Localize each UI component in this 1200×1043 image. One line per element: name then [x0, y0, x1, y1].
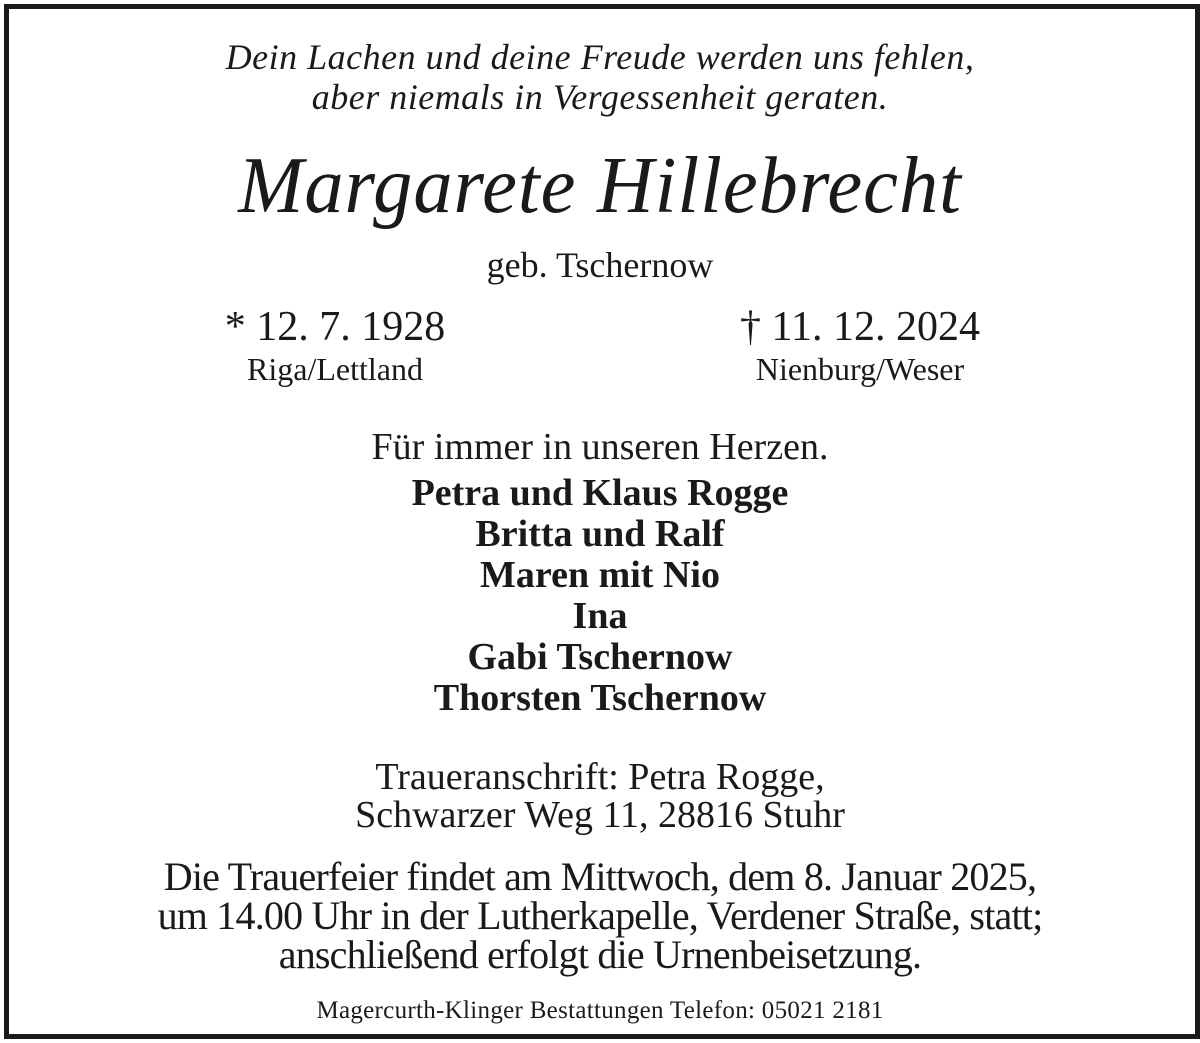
birth-name: geb. Tschernow — [486, 245, 714, 285]
funeral-home-footer: Magercurth-Klinger Bestattungen Telefon: 05021 2181 — [316, 997, 884, 1024]
quote-line-1: Dein Lachen und deine Freude werden uns fehlen, — [225, 37, 975, 77]
service-line-3: anschließend erfolgt die Urnenbeisetzung. — [278, 932, 922, 977]
death-place: Nienburg/Weser — [755, 351, 965, 387]
death-info — [710, 305, 1010, 389]
service-line-1: Die Trauerfeier findet am Mittwoch, dem 8. Januar 2025, — [163, 854, 1037, 899]
mourning-address — [0, 758, 1200, 834]
mourner: Britta und Ralf — [475, 513, 725, 555]
mourner: Petra und Klaus Rogge — [411, 472, 789, 514]
birth-date: * 12. 7. 1928 — [224, 304, 446, 350]
mourner: Thorsten Tschernow — [433, 677, 767, 719]
mourner: Ina — [572, 595, 628, 637]
death-date: † 11. 12. 2024 — [740, 304, 980, 350]
mourners-list — [0, 473, 1200, 719]
birth-place: Riga/Lettland — [247, 351, 423, 387]
quote-line-2: aber niemals in Vergessenheit geraten. — [311, 77, 889, 117]
birth-info — [190, 305, 480, 389]
mourner: Maren mit Nio — [480, 554, 720, 596]
deceased-name: Margarete Hillebrecht — [238, 142, 962, 230]
service-line-2: um 14.00 Uhr in der Lutherkapelle, Verdener Straße, statt; — [157, 893, 1043, 938]
address-line-2: Schwarzer Weg 11, 28816 Stuhr — [355, 794, 845, 836]
funeral-service-info — [0, 854, 1200, 977]
motto: Für immer in unseren Herzen. — [371, 426, 829, 468]
address-line-1: Traueranschrift: Petra Rogge, — [375, 756, 825, 798]
memorial-quote — [0, 37, 1200, 117]
mourner: Gabi Tschernow — [467, 636, 733, 678]
